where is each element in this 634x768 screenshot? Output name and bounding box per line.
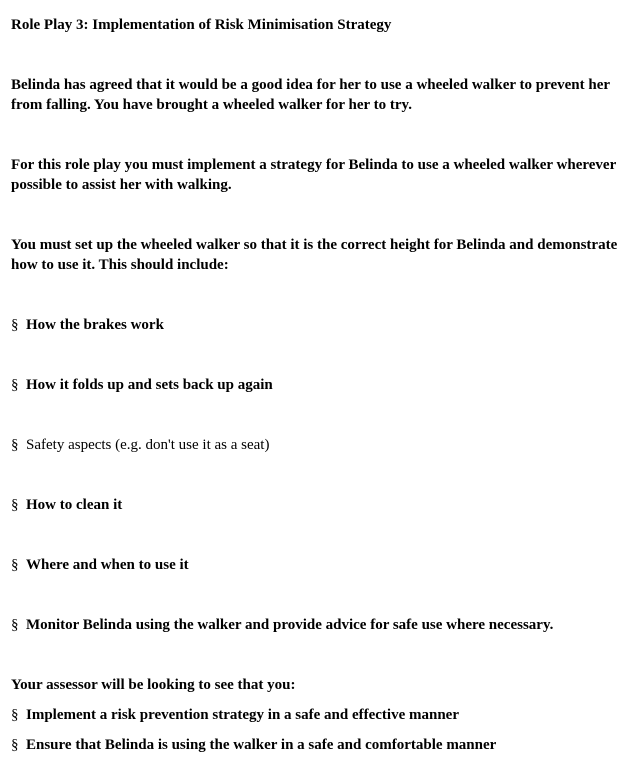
list-item [11,735,626,755]
section-mark: § [11,317,19,333]
section-mark: § [11,707,19,723]
list-item-text: How the brakes work [26,317,164,333]
list-item [11,555,626,575]
list-item-text: Ensure that Belinda is using the walker in a safe and comfortable manner [26,737,497,753]
list-item [11,705,626,725]
list-item-text: Monitor Belinda using the walker and provide advice for safe use where necessary. [26,617,554,633]
list-item [11,495,626,515]
list-item-text: How it folds up and sets back up again [26,377,273,393]
document-body [11,15,626,765]
section-mark: § [11,437,19,453]
list-item-text: Where and when to use it [26,557,189,573]
section-mark: § [11,497,19,513]
list-item [11,375,626,395]
list-item-text: Implement a risk prevention strategy in a safe and effective manner [26,707,459,723]
section-mark: § [11,377,19,393]
section-mark: § [11,557,19,573]
document-title: Role Play 3: Implementation of Risk Minimisation Strategy [11,17,392,33]
list-item [11,315,626,335]
list-item [11,615,626,635]
assessor-intro: Your assessor will be looking to see that you: [11,677,296,693]
paragraph-strategy: For this role play you must implement a strategy for Belinda to use a wheeled walker wherever possible to assist her with walking. [11,157,616,193]
paragraph-intro: Belinda has agreed that it would be a good idea for her to use a wheeled walker to prevent her from falling. You have brought a wheeled walker for her to try. [11,77,610,113]
section-mark: § [11,617,19,633]
paragraph-setup: You must set up the wheeled walker so that it is the correct height for Belinda and demonstrate how to use it. This should include: [11,237,618,273]
list-item [11,435,626,455]
section-mark: § [11,737,19,753]
list-item-text: How to clean it [26,497,123,513]
list-item-text: Safety aspects (e.g. don't use it as a seat) [26,437,270,453]
